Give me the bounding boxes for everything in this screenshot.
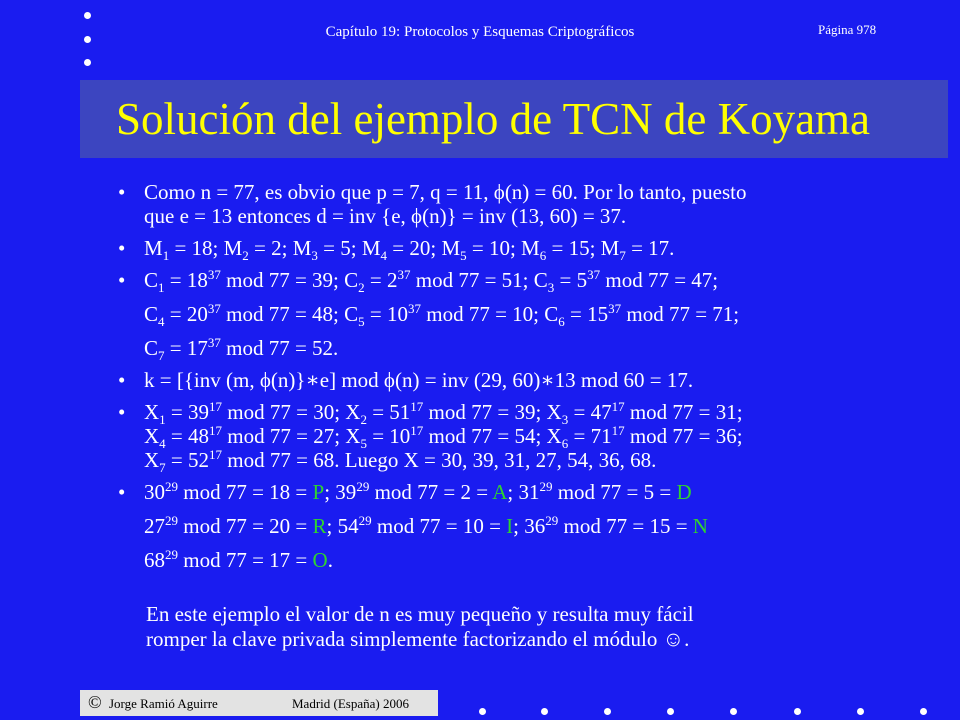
text-segment: mod 77 = 68. Luego X = 30, 39, 31, 27, 54, 36, 68. [222,448,657,472]
exponent: 29 [165,479,178,494]
text-segment: mod 77 = 48; C [220,302,359,326]
note-line: En este ejemplo el valor de n es muy pequeño y resulta muy fácil [146,602,694,626]
text-line [144,514,918,538]
subscript: 7 [158,348,165,364]
exponent: 37 [207,335,221,350]
text-line [144,335,918,364]
exponent: 37 [407,301,421,316]
exponent: 17 [410,399,424,414]
text-segment: k = [{inv (m, [144,368,260,392]
decorative-dot [730,708,737,715]
text-segment: . [327,548,333,572]
text-segment: X [144,400,160,424]
page-number: Página 978 [818,22,877,37]
text-segment: = 17. [625,236,675,260]
bullet-item [118,267,918,364]
text-line [144,447,918,476]
text-line [144,423,918,452]
text-segment: romper la clave privada simplemente factorizando el módulo [146,627,663,651]
bullet-item [118,399,918,476]
exponent: 17 [209,423,223,438]
asterisk-operator: ∗ [305,368,320,392]
subscript: 3 [561,412,569,428]
text-segment: ; 36 [513,514,546,538]
plaintext-letter: O [312,548,328,572]
text-segment: mod 77 = 5 = [552,480,677,504]
decorative-dot [604,708,611,715]
text-segment: = 18; M [169,236,243,260]
subscript: 7 [619,248,626,264]
text-segment: Como n = 77, es obvio que p = 7, q = 11, [144,180,494,204]
subscript: 5 [358,314,365,330]
bullet-marker: • [118,400,126,424]
exponent: 37 [207,301,221,316]
subscript: 5 [460,248,467,264]
exponent: 37 [207,267,221,282]
text-line [144,267,918,296]
phi-symbol: ϕ [493,180,505,204]
bullet-marker: • [118,180,126,204]
text-line [144,180,918,204]
bullet-item [118,236,918,264]
chapter-header: Capítulo 19: Protocolos y Esquemas Criptográficos [325,24,635,40]
decorative-dot [920,708,927,715]
text-line [144,236,918,264]
exponent: 29 [165,513,178,528]
subscript: 4 [159,436,166,452]
exponent: 17 [209,399,223,414]
text-segment: = 48 [165,424,210,448]
plaintext-letter: I [506,514,514,538]
text-line [144,480,918,504]
text-segment: 30 [144,480,165,504]
subscript: 2 [242,248,249,264]
plaintext-letter: A [492,480,508,504]
text-segment: = 15; M [546,236,620,260]
text-segment: mod 77 = 10; C [420,302,559,326]
text-segment: mod 77 = 30; X [222,400,361,424]
subscript: 2 [358,280,365,296]
exponent: 29 [358,513,372,528]
text-segment: X [144,448,160,472]
smiley-icon: ☺ [662,627,685,651]
note-text [146,602,694,652]
text-segment: = 39 [165,400,210,424]
text-segment: mod 77 = 17 = [178,548,313,572]
text-line [144,301,918,330]
bullet-item [118,180,918,228]
text-segment: ; 39 [324,480,357,504]
text-segment: mod 77 = 52. [220,336,339,360]
exponent: 37 [587,267,601,282]
text-segment: mod 77 = 31; [624,400,743,424]
text-segment: = 51 [366,400,411,424]
text-segment: mod 77 = 54; X [423,424,562,448]
text-segment: = 18 [164,268,208,292]
text-segment: (n)} = inv (13, 60) = 37. [422,204,627,228]
subscript: 3 [311,248,318,264]
exponent: 17 [410,423,424,438]
bullet-marker: • [118,236,126,260]
text-segment: mod 77 = 39; C [220,268,359,292]
subscript: 6 [561,436,569,452]
text-segment: C [144,302,159,326]
phi-symbol: ϕ [383,368,395,392]
plaintext-letter: D [676,480,692,504]
decorative-dot [541,708,548,715]
text-segment: (n)} [270,368,306,392]
text-segment: C [144,268,159,292]
slide-title: Solución del ejemplo de TCN de Koyama [116,94,871,144]
text-segment: (n) = inv (29, 60) [394,368,541,392]
decorative-dot [84,12,91,19]
subscript: 1 [159,412,166,428]
text-segment: mod 77 = 36; [624,424,743,448]
decorative-dot [857,708,864,715]
bullet-marker: • [118,268,126,292]
copyright-icon: © [88,692,102,712]
text-segment: = 5 [554,268,588,292]
text-line [144,399,918,428]
text-segment: mod 77 = 27; X [222,424,361,448]
bullet-item [118,368,918,392]
text-segment: = 2 [364,268,398,292]
subscript: 3 [547,280,555,296]
text-segment: mod 77 = 47; [600,268,719,292]
phi-symbol: ϕ [259,368,271,392]
text-segment: = 20 [164,302,208,326]
plaintext-letter: P [312,480,325,504]
text-segment: e] mod [319,368,384,392]
text-segment: = 10; M [466,236,540,260]
content-area [118,180,918,580]
exponent: 29 [165,547,178,562]
text-segment: mod 77 = 10 = [371,514,507,538]
exponent: 37 [397,267,411,282]
footer-author: Jorge Ramió Aguirre [109,696,218,711]
text-line [144,368,918,392]
subscript: 6 [558,314,565,330]
decorative-dot [479,708,486,715]
plaintext-letter: N [692,514,708,538]
text-segment: mod 77 = 39; X [423,400,562,424]
text-segment: mod 77 = 71; [621,302,740,326]
subscript: 4 [158,314,165,330]
bullet-marker: • [118,480,126,504]
exponent: 17 [611,399,625,414]
subscript: 4 [380,248,388,264]
text-segment: ; 31 [507,480,540,504]
footer [80,690,438,716]
subscript: 2 [360,412,367,428]
text-segment: = 5; M [317,236,381,260]
text-segment: = 10 [364,302,408,326]
decorative-dot [84,59,91,66]
text-segment: 27 [144,514,165,538]
exponent: 17 [209,447,223,462]
text-segment: = 17 [164,336,208,360]
text-segment: C [144,336,159,360]
text-segment: X [144,424,160,448]
subscript: 1 [158,280,165,296]
text-segment: = 15 [564,302,609,326]
text-segment: ; 54 [326,514,359,538]
bullet-marker: • [118,368,126,392]
decorative-dot [794,708,801,715]
note-line: romper la clave privada simplemente factorizando el módulo ☺. [146,627,690,651]
text-line [144,548,918,572]
footer-place: Madrid (España) 2006 [292,696,409,711]
phi-symbol: ϕ [411,204,423,228]
subscript: 1 [162,248,170,264]
asterisk-operator: ∗ [540,368,555,392]
exponent: 29 [356,479,370,494]
subscript: 7 [159,460,166,476]
text-segment: 68 [144,548,165,572]
exponent: 37 [608,301,622,316]
text-segment: = 71 [568,424,612,448]
text-segment: M [144,236,163,260]
exponent: 29 [539,479,553,494]
text-segment: mod 77 = 18 = [178,480,313,504]
text-segment: = 10 [366,424,411,448]
text-segment: mod 77 = 51; C [410,268,548,292]
subscript: 5 [360,436,367,452]
text-segment: (n) = 60. Por lo tanto, puesto [504,180,747,204]
subscript: 6 [539,248,547,264]
text-segment: = 20; M [387,236,461,260]
text-segment: = 52 [165,448,210,472]
text-segment: mod 77 = 15 = [558,514,693,538]
text-segment: = 2; M [248,236,312,260]
text-segment: mod 77 = 20 = [178,514,313,538]
exponent: 17 [611,423,625,438]
text-line [144,204,918,228]
exponent: 29 [545,513,559,528]
bullet-item [118,480,918,572]
text-segment: que e = 13 entonces d = inv {e, [144,204,412,228]
text-segment: = 47 [568,400,612,424]
text-segment: 13 mod 60 = 17. [554,368,694,392]
plaintext-letter: R [312,514,327,538]
decorative-dot [667,708,674,715]
text-segment: mod 77 = 2 = [369,480,493,504]
